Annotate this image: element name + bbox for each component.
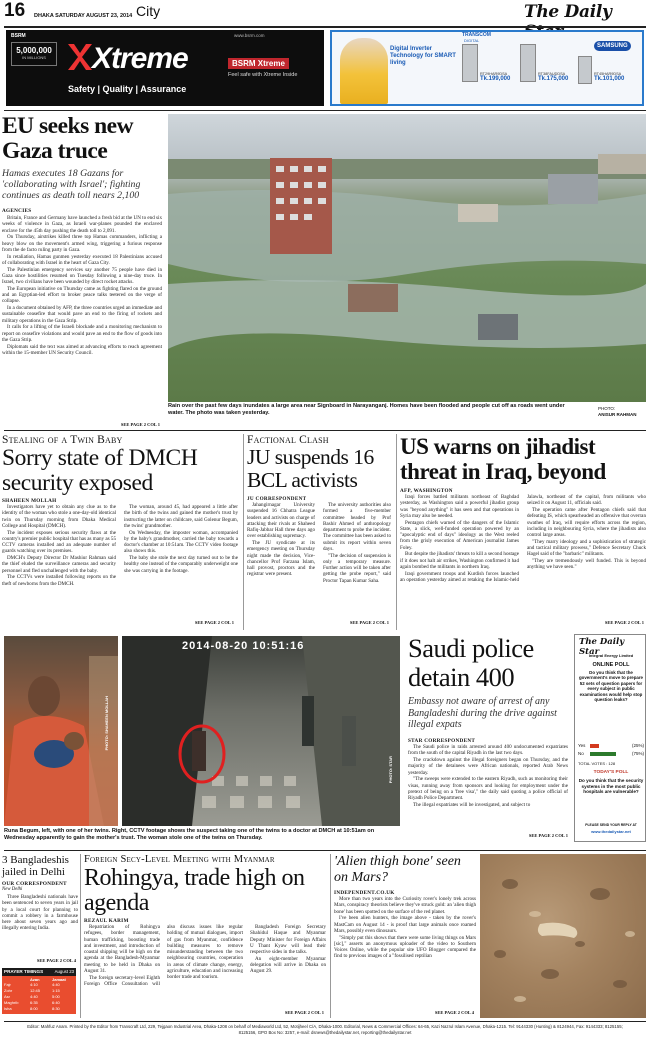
subhead: Embassy not aware of arrest of any Bangladeshi during the drive against illegal expats [408, 696, 557, 730]
byline: SHAHEEN MOLLAH [2, 498, 57, 504]
paragraph: It calls for a lifting of the Israeli blockade and a monitoring mechanism to report on ceasefire violations and would pave an end to the flow of goods into the Gaza Strip. [2, 324, 162, 343]
paragraph: The CCTVs were installed following reports on the theft of newborns from the DMCH. [2, 574, 116, 587]
jamaat-time: 1:15 [52, 988, 60, 993]
headline[interactable]: Saudi police detain 400 [408, 633, 534, 692]
paragraph: The operation came after Pentagon chiefs said that defeating IS, which spearheaded an offensive that overran swathes of Iraq, will require efforts across the region, including in neighbouring Syria, where the jihadists also control large areas. [527, 507, 646, 538]
paragraph: The Palestinian emergency services say another 75 people have died in Gaza since hostilities resumed on Tuesday following a nine-day truce. In Israel, two civilians have been wounded by direct rocket attacks. [2, 266, 162, 285]
poll-footer-url[interactable]: www.thedailystar.net [591, 829, 631, 834]
prize-amount: 5,000,000 [16, 46, 52, 55]
byline: INDEPENDENT.CO.UK [334, 890, 395, 896]
rohingya-story [84, 854, 326, 1018]
headline[interactable]: Sorry state of DMCH security exposed [2, 445, 198, 496]
poll-result-yes [578, 743, 644, 749]
poll-title: ONLINE POLL [592, 662, 630, 668]
fridge-1 [462, 44, 478, 82]
ad-samsung[interactable] [330, 30, 644, 106]
poll-option-label: Yes [578, 743, 586, 748]
price-value: Tk.175,000 [538, 76, 569, 82]
poll-percent: (75%) [631, 751, 644, 756]
mid-photo-caption: Runa Begum, left, with one of her twins. Right, CCTV footage shows the suspect taking one of the twins to a doctor at DMCH at 10:51am on Wednesday apparently to gain the mother's trust. The woman stole one of the twins on Thursday. [4, 828, 375, 841]
dealer-name: TRANSCOM [462, 32, 491, 38]
prayer-name: Isha [4, 1006, 12, 1011]
prayer-col: Jamaat [52, 977, 66, 982]
story-body [2, 504, 238, 620]
iraq-story [400, 434, 646, 630]
jail-story [2, 854, 78, 966]
price-tag-1 [480, 72, 518, 82]
continued-link[interactable]: SEE PAGE 2 COL 4 [36, 958, 76, 963]
azan-time: 4:10 [30, 982, 38, 987]
poll-sponsor: Integral Energy Limited [588, 653, 634, 658]
paragraph: But despite the jihadists' threats to kill a second hostage if it does not halt air strikes, Washington confirmed it had again bombed the militants in northern Iraq. [400, 551, 519, 570]
paragraph: On Wednesday, the imposter woman, accompanied by the baby's grandmother, carried the baby towards a doctor's chamber at 10:51am. The CCTV video footage also shows this. [124, 529, 238, 555]
poll-bar-yes [590, 744, 599, 748]
story-body [247, 502, 391, 620]
photo-credit-label: PHOTO: [598, 406, 616, 411]
poll-option-label: No [578, 751, 584, 756]
kicker: Stealing of a Twin Baby [2, 434, 123, 446]
jamaat-time: 6:40 [52, 1000, 60, 1005]
byline: STAR CORRESPONDENT [408, 738, 476, 744]
ad-product-badge: BSRM Xtreme [228, 58, 289, 69]
continued-link[interactable]: SEE PAGE 2 COL 1 [284, 1010, 324, 1015]
paragraph: The university authorities also formed a five-member committee headed by Prof Bashir Ahmed of anthropology department to probe the incident. The committee has been asked to submit its report within seven days. [323, 502, 391, 552]
story-body [2, 215, 162, 421]
subhead: Hamas executes 18 Gazans for 'collaborating with Israel'; fighting continues as death toll nears 2,100 [2, 168, 141, 201]
story-body [400, 494, 646, 618]
paragraph: The European initiative on Thursday came as fighting flared on the ground and an Egyptian-led effort to broker peace talks teetered on the verge of collapse. [2, 285, 162, 305]
price-value: Tk.199,000 [480, 76, 511, 82]
continued-link[interactable]: SEE PAGE 2 COL 1 [349, 620, 389, 625]
dealer-sub: DIGITAL [464, 38, 480, 43]
photo-credit-name: ANISUR RAHMAN [598, 412, 637, 417]
byline: REZAUL KARIM [84, 918, 129, 924]
paragraph: Investigators have yet to obtain any clue as to the identity of the woman who stole a one-day-old identical twin on Thursday morning from Dhaka Medical College and Hospital (DMCH). [2, 504, 117, 529]
continued-link[interactable]: SEE PAGE 2 COL 1 [528, 833, 568, 838]
jamaat-time: 5:00 [52, 994, 60, 999]
kicker: Factional Clash [247, 434, 329, 446]
paragraph: I've been alien hunters, the image above - taken by the rover's MastCam on August 14 - is proof that large animals once roamed Mars, possibly even dinosaurs. [334, 915, 476, 934]
ad-headline: Digital Inverter Technology for SMART living [390, 46, 456, 66]
poll-result-no [578, 751, 644, 757]
column-divider [396, 434, 397, 630]
paragraph: The illegal expatriates will be investigated, and subject to [413, 801, 531, 808]
prayer-table [4, 977, 74, 1012]
paragraph: Iraqi forces battled militants northeast of Baghdad yesterday, as Washington said a powerful jihadist group was "beyond anything" it has seen and that operations in Syria may also be needed. [400, 494, 519, 519]
xtreme-x-logo [66, 42, 94, 72]
todays-poll-question: Do you think that the security systems in the most public hospitals are vulnerable? [578, 778, 644, 795]
prayer-row [4, 1006, 74, 1012]
cctv-photo [122, 636, 400, 826]
paragraph: The Saudi police in raids arrested around 400 undocumented expatriates from the south of the capital Riyadh in the last two days. [408, 744, 568, 757]
prayer-header [2, 968, 76, 976]
column-divider [80, 854, 81, 1018]
azan-time: 8:00 [30, 1006, 38, 1011]
masthead-logo: The Daily [524, 2, 612, 22]
price-model: RT45HAR9DSA [594, 72, 622, 76]
paragraph: Jahangirnagar University suspended 16 Chhatra League leaders and activists on charge of attacking their rivals at Shaheed Rafiq-Jabbar Hall three days ago over establishing supremacy. [247, 502, 315, 540]
paragraph: Bangladesh Foreign Secretary Shahidul Haque and Myanmar Deputy Minister for Foreign Affairs U Thant Kyaw will lead their respective sides in the talks. [250, 924, 326, 955]
prayer-title: PRAYER TIMINGS [4, 969, 44, 974]
poll-bar-no [590, 752, 616, 756]
headline[interactable]: EU seeks new Gaza truce [2, 113, 134, 164]
azan-time: 6:35 [30, 1000, 38, 1005]
page-number: 16 [4, 0, 26, 21]
poll-masthead: The Daily Star [579, 637, 625, 657]
headline[interactable]: US warns on jihadist threat in Iraq, beyond [400, 434, 606, 484]
header-rule [4, 26, 646, 28]
mars-story [334, 854, 476, 1018]
paragraph: "They are tremendously well funded. This is beyond anything we have seen." [527, 558, 646, 571]
price-tag-3 [594, 72, 640, 82]
paragraph: In retaliation, Hamas gunmen yesterday executed 18 Palestinians accused of collaborating with Israel in the heart of Gaza City. [2, 253, 162, 266]
story-body [2, 894, 78, 956]
flood-photo-caption: Rain over the past few days inundates a large area near Signboard in Narayanganj. Homes have been flooded and people cut off as roads went under water. The photo was taken yesterday. [168, 403, 565, 416]
ad-brand: BSRM [11, 33, 26, 39]
jamaat-time: 4:40 [52, 982, 60, 987]
prayer-times-box [2, 968, 76, 1014]
paragraph: Diplomats said the text was aimed at advancing efforts to reach agreement within the 15-member UN Security Council. [2, 343, 162, 356]
byline: OUR CORRESPONDENT [2, 881, 67, 887]
headline[interactable]: 3 Bangladeshis jailed in Delhi [2, 854, 69, 878]
page-header [0, 0, 650, 26]
column-divider [243, 434, 244, 630]
photo-credit-vertical: PHOTO: SHAHEEN MOLLAH [104, 696, 109, 751]
paragraph: The woman, around 45, had appeared a little after the birth of the twins and gained the mother's trust by instructing the latter on childcare, said Golenur Begum, the twins' grandmother. [124, 504, 238, 529]
continued-link[interactable]: SEE PAGE 2 COL 1 [604, 620, 644, 625]
headline[interactable]: 'Alien thigh bone' seen on Mars? [334, 854, 461, 885]
paragraph: More than two years into the Curiosity rover's lonely trek across Mars, conspiracy theorists believe they've struck gold: an 'alien thigh bone' has been spotted on the surface of the red planet. [334, 896, 476, 915]
ad-bsrm-xtreme[interactable] [6, 30, 324, 106]
continued-link[interactable]: SEE PAGE 2 COL 4 [434, 1010, 474, 1015]
paragraph: DMCH's Deputy Director Dr Mashiur Rahman said the thief eluded the surveillance cameras and security personnel and fled unchallenged with the baby. [2, 555, 116, 574]
paragraph: Three Bangladeshi nationals have been sentenced to seven years in jail by a local court for planning to commit a robbery in a farmhouse here about seven years ago and illegally entering India. [2, 894, 78, 932]
paragraph: "Simply put this shows that there were some living things on Mars [sic]," asserts an anonymous uploader of the video to Southern Voices Online, while the popular site UFO Blogger compared the find to previous images of a "fossilised reptilian [334, 934, 476, 960]
poll-footer: PLEASE SEND YOUR REPLY AT [585, 823, 637, 827]
price-tag-2 [538, 72, 576, 82]
ad-url: www.bsrm.com [234, 33, 265, 38]
prayer-date: August 23 [54, 969, 74, 974]
paragraph: The foreign secretary-level Eighth Foreign Office Consultation will also discuss issues like regular holding of mutual dialogues, import of gas from Myanmar, confidence building measures to remove misunderstanding between the two neighbouring countries, cooperation in areas of climate change, energy, agriculture, education and increasing border trade and tourism. [84, 924, 243, 987]
ad-product: Xtreme [92, 42, 188, 75]
column-divider [330, 854, 331, 1018]
online-poll [574, 634, 646, 842]
price-model: RT38FAUDDSA [538, 72, 566, 76]
paragraph: The JU syndicate at its emergency meeting on Thursday night made the decision, Vice-chancellor Prof Farzana Islam, hall provost, proctors and the registrar were present. [247, 540, 315, 578]
prayer-name: Maghrib [4, 1000, 19, 1005]
prize-badge [11, 42, 57, 66]
story-body [408, 744, 568, 832]
mother-twins-photo [4, 636, 118, 826]
dateline: DHAKA SATURDAY AUGUST 23, 2014 [34, 13, 133, 19]
prayer-name: Zohr [4, 988, 13, 993]
paragraph: "The decision of suspension is only a temporary measure. Further action will be taken after getting the probe report," said Proctor Tapan Kumar Saha. [323, 552, 391, 584]
model-photo [340, 38, 388, 104]
prayer-name: Fajr [4, 982, 11, 987]
saudi-story [408, 634, 570, 842]
prize-sub: IN MILLIONS [22, 55, 46, 60]
paragraph: An eight-member Myanmar delegation will arrive in Dhaka on August 29. [250, 955, 326, 975]
byline: AFP, WASHINGTON [400, 488, 453, 494]
byline: JU CORRESPONDENT [247, 496, 307, 502]
paragraph: "The sweeps were extended to the eastern Riyadh, such as monitoring their visas, running away from sponsors and looking for employment under the pretext of being on a 'free visa'," the daily said quoting a police official of Riyadh Police Department. [408, 776, 568, 801]
paragraph: Pentagon chiefs warned of the dangers of the Islamic State, a slick, well-funded operation powered by an "apocalyptic end of days" ideology as the West reeled from the grisly execution of American journalist James Foley. [400, 519, 519, 551]
fridge-3 [578, 56, 592, 84]
ad-slogan: Feel safe with Xtreme Inside [228, 72, 298, 78]
headline[interactable]: Rohingya, trade high on agenda [84, 865, 305, 916]
footer-rule [4, 1021, 646, 1022]
continued-link[interactable]: SEE PAGE 2 COL 1 [120, 422, 160, 427]
paragraph: The crackdown against the illegal foreigners began on Thursday, and the majority of the detainees were African nationals, reported Arab News yesterday. [408, 757, 568, 776]
paragraph: Britain, France and Germany have launched a fresh bid at the UN to end six weeks of violence in Gaza, as Israeli war-planes pounded the enclaved enclave for the 45th day pushing the death toll to 2,091. [2, 215, 162, 234]
story-body [334, 896, 476, 1010]
jamaat-time: 8:30 [52, 1006, 60, 1011]
kicker: Foreign Secy-Level Meeting with Myanmar [84, 854, 275, 865]
samsung-logo: SAMSUNG [594, 41, 631, 51]
azan-time: 4:40 [30, 994, 38, 999]
paragraph: In a document obtained by AFP, the three countries urged an immediate and sustainable ceasefire that would pave an end to the firing of rockets and military operations in the Gaza Strip. [2, 305, 162, 324]
lead-story [2, 114, 162, 430]
story-body [84, 924, 326, 1010]
imprint-footer: Editor: Mahfuz Anam. Printed by the Editor from Transcraft Ltd, 229, Tejgaon Industrial Area, Dhaka-1208 on behalf of Mediaworld Ltd, 52, Motijheel C/A, Dhaka-1000. Editorial, News & Commercial Offices: 64-65, Kazi Nazrul Islam Avenue, Dhaka-1215. Tel: 9144330 (Hunting) & 8124944, Fax: 9144333; 8125155; 8125156, GPO Box No: 3257, e-mail: dsnews@thedailystar.net, reporting@thedailystar.net [27, 1024, 623, 1035]
paragraph: The incident exposes serious security flaws at the country's premier public hospital that has as many as 55 CCTV cameras installed and an adequate number of guards watching over its premises. [2, 529, 116, 555]
continued-link[interactable]: SEE PAGE 2 COL 1 [194, 620, 234, 625]
azan-time: 12:45 [30, 988, 41, 993]
ad-tagline: Safety | Quality | Assurance [68, 84, 187, 94]
ad-rule [4, 110, 646, 111]
ju-story [247, 434, 391, 630]
poll-question: Do you think that the government's move to prepare 52 sets of question papers for every subject in public examinations would help stop question leaks? [579, 670, 643, 703]
prayer-col: Azan [30, 977, 40, 982]
headline[interactable]: JU suspends 16 BCL activists [247, 445, 374, 492]
paragraph: "They marry ideology and a sophistication of strategic and tactical military prowess," Defence Secretary Chuck Hagel said of the "barbaric" militants. [527, 538, 646, 558]
cctv-timestamp: 2014-08-20 10:51:16 [182, 640, 305, 652]
poll-total-votes: TOTAL VOTES : 128 [578, 761, 616, 766]
photo-credit-vertical: PHOTO: STAR [388, 756, 393, 784]
flood-photo [168, 114, 646, 402]
poll-percent: (25%) [631, 743, 644, 748]
price-value: Tk.101,000 [594, 76, 625, 82]
paragraph: Iraqi government troops and Kurdish forces launched an operation yesterday aimed at retaking the Islamic-held Jalawla, northeast of the capital, from militants who seized it on August 11, officials said. [400, 494, 646, 583]
paragraph: The baby she stole the next day turned out to be the healthy one instead of the comparably underweight one she was carrying in the footage. [124, 555, 238, 574]
paragraph: Repatriation of Rohingya refugees, border management, human trafficking, boosting trade and investment, and introduction of coastal shipping will be high on the agenda at the Bangladesh-Myanmar meeting to be held in Dhaka on August 31. [84, 924, 160, 974]
section-rule [4, 430, 646, 431]
section-label: City [136, 3, 161, 19]
byline: AGENCIES [2, 208, 32, 214]
paragraph: On Thursday, airstrikes killed three top Hamas commanders, inflicting a heavy blow on the movement's armed wing, triggering a furious response from the de facto ruling party in Gaza. [2, 234, 162, 253]
price-model: RT29HAR9DSA [480, 72, 508, 76]
dateline: New Delhi [2, 887, 23, 892]
mars-surface-photo [480, 854, 646, 1018]
dmch-story [2, 434, 238, 630]
todays-poll-heading: TODAY'S POLL [593, 770, 629, 775]
fridge-2 [520, 44, 536, 82]
prayer-name: Asr [4, 994, 10, 999]
section-rule [4, 850, 646, 851]
